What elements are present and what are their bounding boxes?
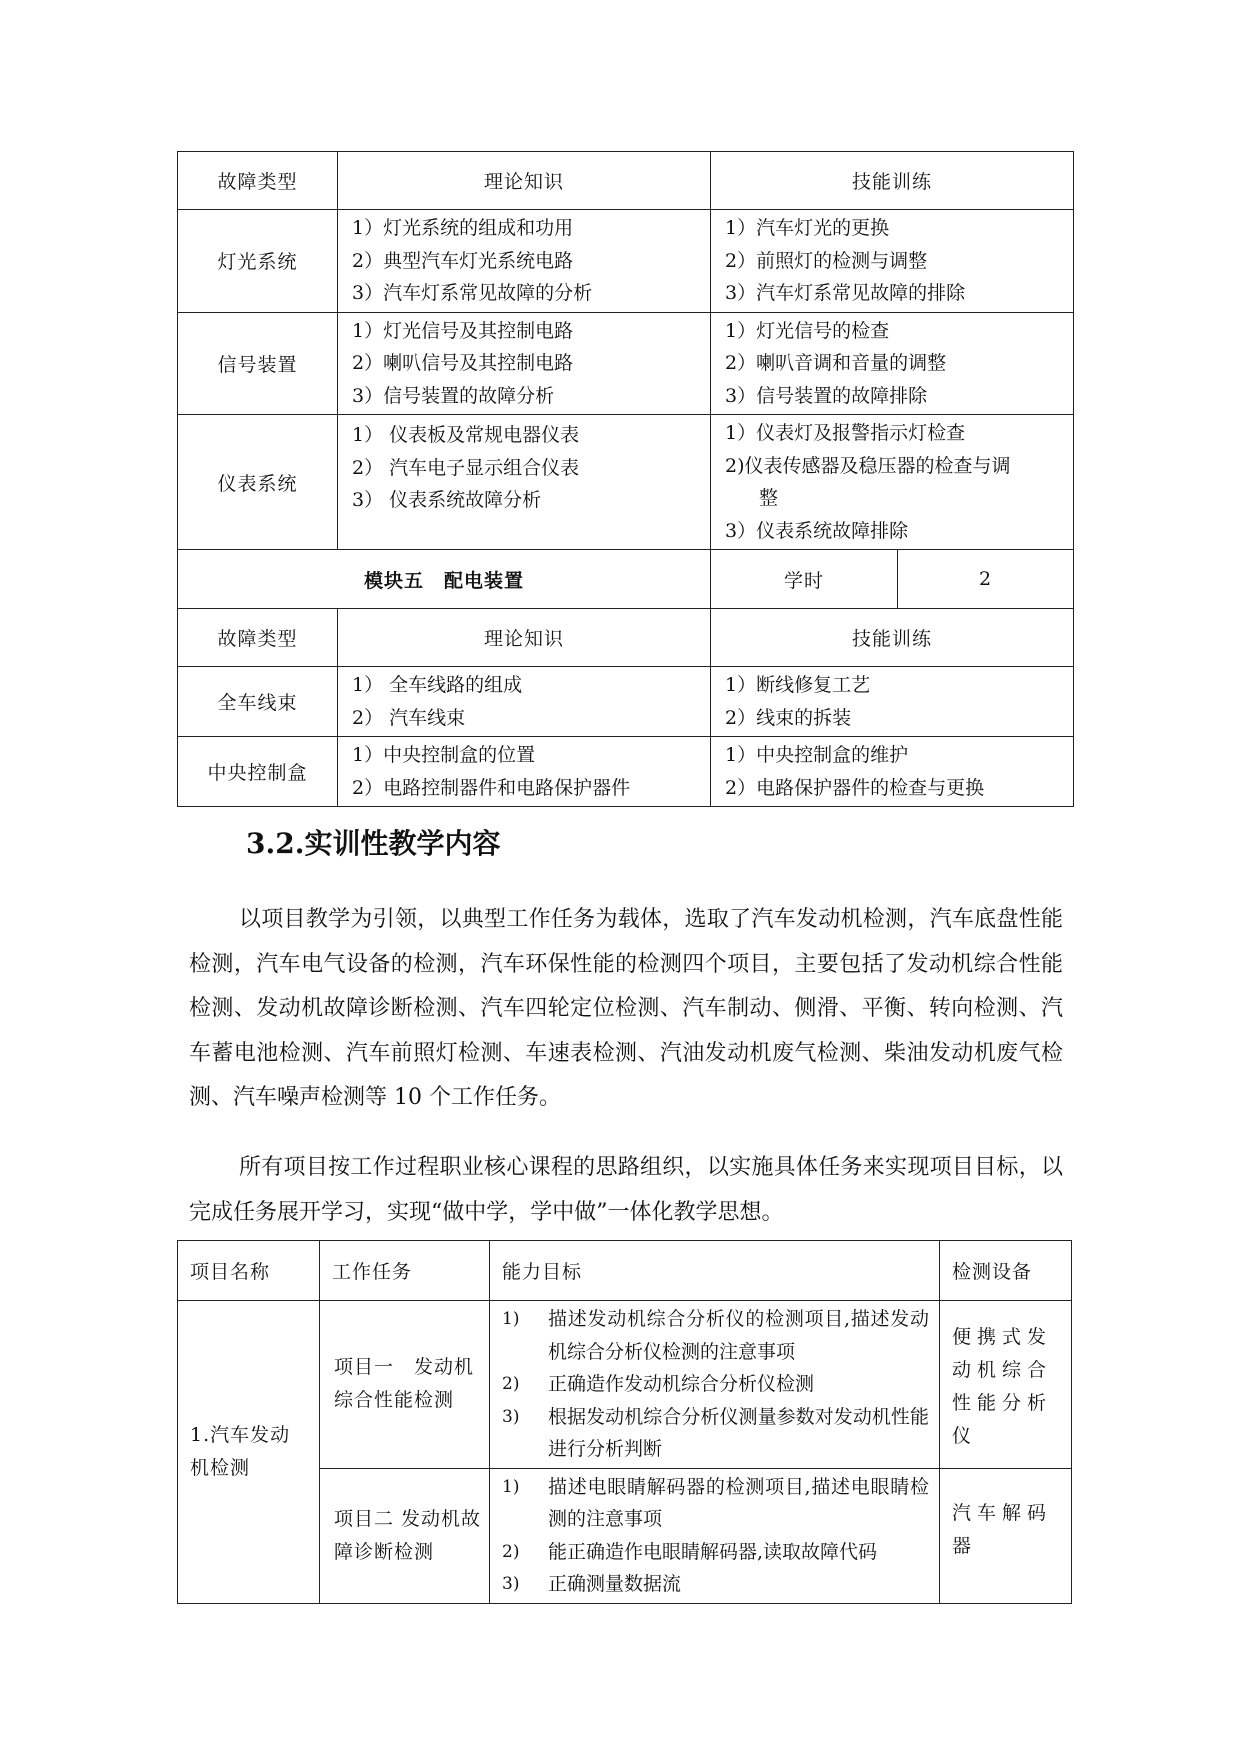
- ability-cell: [490, 1301, 940, 1469]
- theory-cell: [338, 415, 711, 550]
- table-row: [178, 1301, 1072, 1469]
- list-item: 3）汽车灯系常见故障的排除: [725, 282, 966, 304]
- theory-cell: [338, 312, 711, 415]
- header-fault-type: 故障类型: [178, 609, 338, 667]
- list-item: 1） 仪表板及常规电器仪表: [352, 424, 580, 446]
- header-fault-type: 故障类型: [178, 152, 338, 210]
- project-name-cell: 1.汽车发动机检测: [178, 1301, 320, 1604]
- list-item: 3）汽车灯系常见故障的分析: [352, 282, 593, 304]
- list-item: 2）典型汽车灯光系统电路: [352, 249, 574, 272]
- item-number: 1): [502, 1309, 520, 1329]
- table-row: [178, 312, 1074, 415]
- header-theory: 理论知识: [338, 609, 711, 667]
- list-item: [502, 1471, 929, 1536]
- list-item: 2）前照灯的检测与调整: [725, 249, 928, 272]
- header-theory: 理论知识: [338, 152, 711, 210]
- table-row: [178, 667, 1074, 737]
- list-item: 2）电路控制器件和电路保护器件: [352, 776, 631, 799]
- fault-type-cell: 灯光系统: [178, 210, 338, 313]
- task-cell: 项目二 发动机故障诊断检测: [320, 1468, 490, 1603]
- fault-type-cell: 信号装置: [178, 312, 338, 415]
- list-item: 1）灯光信号的检查: [725, 319, 890, 342]
- item-text: 描述发动机综合分析仪的检测项目,描述发动机综合分析仪检测的注意事项: [548, 1308, 929, 1363]
- header-device: 检测设备: [940, 1241, 1072, 1301]
- list-item: 1）仪表灯及报警指示灯检查: [725, 422, 966, 444]
- list-item: [502, 1401, 929, 1466]
- list-item: 2）线束的拆装: [725, 706, 852, 729]
- training-project-table: [177, 1240, 1072, 1604]
- list-item: 3） 仪表系统故障分析: [352, 489, 542, 511]
- header-skill: 技能训练: [711, 609, 1074, 667]
- fault-knowledge-table: [177, 151, 1074, 807]
- task-cell: 项目一 发动机综合性能检测: [320, 1301, 490, 1469]
- paragraph: 以项目教学为引领，以典型工作任务为载体，选取了汽车发动机检测，汽车底盘性能检测，汽车电气设备的检测，汽车环保性能的检测四个项目，主要包括了发动机综合性能检测、发动机故障诊断检测、汽车四轮定位检测、汽车制动、侧滑、平衡、转向检测、汽车蓄电池检测、汽车前照灯检测、车速表检测、汽油发动机废气检测、柴油发动机废气检测、汽车噪声检测等 10 个工作任务。: [189, 907, 1063, 1110]
- table-header-row: [178, 609, 1074, 667]
- device-cell: 便携式发动机综合性能分析仪: [940, 1301, 1072, 1469]
- ability-cell: [490, 1468, 940, 1603]
- header-skill: 技能训练: [711, 152, 1074, 210]
- skill-cell: [711, 312, 1074, 415]
- device-cell: 汽车解码器: [940, 1468, 1072, 1603]
- table-header-row: [178, 152, 1074, 210]
- item-text: 正确造作发动机综合分析仪检测: [548, 1373, 815, 1395]
- theory-cell: [338, 667, 711, 737]
- paragraph: 所有项目按工作过程职业核心课程的思路组织，以实施具体任务来实现项目目标，以完成任务展开学习，实现“做中学，学中做”一体化教学思想。: [189, 1155, 1063, 1225]
- list-item: 1）汽车灯光的更换: [725, 217, 890, 239]
- list-item: [502, 1303, 929, 1368]
- table-header-row: [178, 1241, 1072, 1301]
- header-ability: 能力目标: [490, 1241, 940, 1301]
- item-text: 描述电眼睛解码器的检测项目,描述电眼睛检测的注意事项: [548, 1475, 929, 1530]
- list-item: 3）仪表系统故障排除: [725, 519, 909, 542]
- skill-cell: [711, 737, 1074, 807]
- list-item: 2)仪表传感器及稳压器的检查与调: [725, 454, 1011, 477]
- fault-type-cell: 中央控制盒: [178, 737, 338, 807]
- item-number: 3): [502, 1406, 520, 1427]
- list-item: 1）中央控制盒的维护: [725, 744, 909, 766]
- item-text: 根据发动机综合分析仪测量参数对发动机性能进行分析判断: [548, 1405, 929, 1460]
- theory-cell: [338, 210, 711, 313]
- table-row: [178, 737, 1074, 807]
- list-item: [502, 1368, 929, 1401]
- fault-type-cell: 全车线束: [178, 667, 338, 737]
- list-item: [502, 1568, 929, 1601]
- module-title: 模块五 配电装置: [178, 550, 711, 609]
- list-item: 2）喇叭音调和音量的调整: [725, 352, 947, 374]
- header-project-name: 项目名称: [178, 1241, 320, 1301]
- list-item: 3）信号装置的故障排除: [725, 384, 928, 407]
- hours-label: 学时: [711, 550, 898, 609]
- section-heading: 3.2.实训性教学内容: [246, 827, 501, 860]
- list-item: 2） 汽车电子显示组合仪表: [352, 456, 580, 479]
- list-item: 1）断线修复工艺: [725, 674, 871, 696]
- table-row: [178, 415, 1074, 550]
- theory-cell: [338, 737, 711, 807]
- list-item: 1） 全车线路的组成: [352, 674, 523, 696]
- module-row: [178, 550, 1074, 609]
- list-item: 1）灯光系统的组成和功用: [352, 217, 574, 239]
- skill-cell: [711, 415, 1074, 550]
- list-item: 2）电路保护器件的检查与更换: [725, 776, 985, 799]
- skill-cell: [711, 210, 1074, 313]
- table-row: [178, 210, 1074, 313]
- list-item: 2）喇叭信号及其控制电路: [352, 352, 574, 374]
- item-number: 2): [502, 1541, 520, 1562]
- list-item: [502, 1536, 929, 1569]
- item-text: 正确测量数据流: [548, 1573, 682, 1595]
- hours-value: 2: [898, 550, 1074, 609]
- list-item-continuation: 整: [759, 487, 779, 509]
- item-number: 1): [502, 1476, 520, 1497]
- header-task: 工作任务: [320, 1241, 490, 1301]
- list-item: 1）中央控制盒的位置: [352, 744, 536, 766]
- list-item: 2） 汽车线束: [352, 706, 466, 729]
- item-text: 能正确造作电眼睛解码器,读取故障代码: [548, 1540, 878, 1563]
- item-number: 2): [502, 1374, 520, 1394]
- fault-type-cell: 仪表系统: [178, 415, 338, 550]
- list-item: 1）灯光信号及其控制电路: [352, 319, 574, 342]
- list-item: 3）信号装置的故障分析: [352, 384, 555, 407]
- skill-cell: [711, 667, 1074, 737]
- item-number: 3): [502, 1574, 520, 1594]
